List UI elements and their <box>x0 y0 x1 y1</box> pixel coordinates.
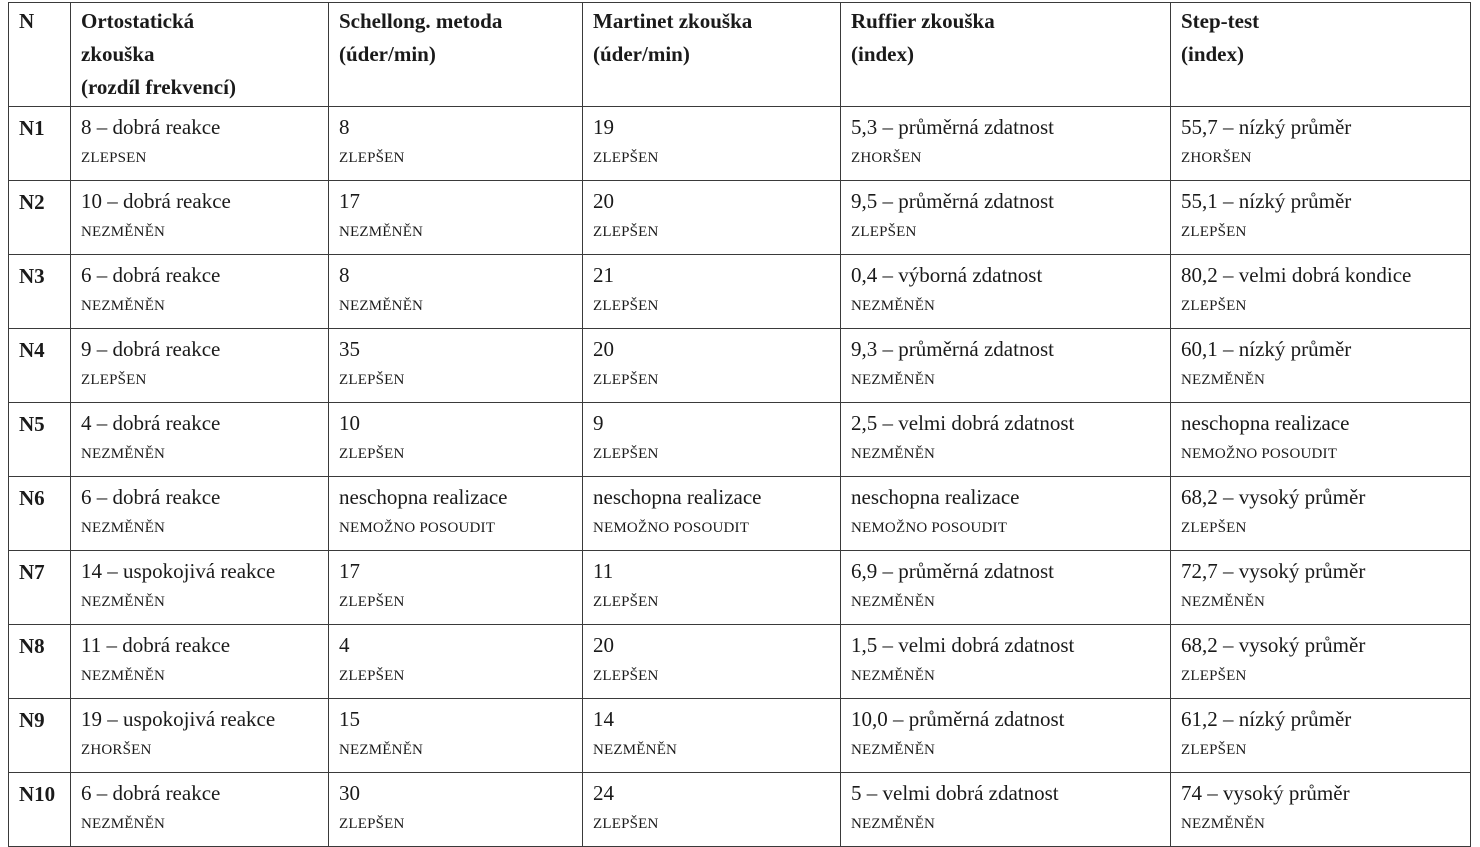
header-line: Schellong. metoda <box>339 9 503 33</box>
header-row <box>9 3 1471 107</box>
result-status: ZLEPŠEN <box>593 150 659 166</box>
result-status: ZLEPŠEN <box>1181 742 1247 758</box>
result-status: ZLEPŠEN <box>593 668 659 684</box>
result-cell <box>329 181 583 255</box>
subject-id: N2 <box>9 181 71 255</box>
result-cell <box>329 477 583 551</box>
result-value: 8 <box>339 115 350 139</box>
result-value: 6 – dobrá reakce <box>81 485 221 509</box>
result-value: 11 <box>593 559 614 583</box>
result-cell <box>841 699 1171 773</box>
subject-id: N5 <box>9 403 71 477</box>
subject-id: N1 <box>9 107 71 181</box>
result-value: 80,2 – velmi dobrá kondice <box>1181 263 1412 287</box>
subject-id: N10 <box>9 773 71 847</box>
result-value: neschopna realizace <box>339 485 508 509</box>
result-status: NEZMĚNĚN <box>81 816 166 832</box>
result-value: 6 – dobrá reakce <box>81 263 221 287</box>
result-value: 1,5 – velmi dobrá zdatnost <box>851 633 1075 657</box>
result-status: NEZMĚNĚN <box>851 446 936 462</box>
result-cell <box>329 329 583 403</box>
result-cell <box>329 403 583 477</box>
result-status: NEZMĚNĚN <box>81 668 166 684</box>
result-value: 68,2 – vysoký průměr <box>1181 485 1366 509</box>
table-body <box>9 107 1471 847</box>
result-status: ZLEPŠEN <box>593 816 659 832</box>
result-value: 14 – uspokojivá reakce <box>81 559 276 583</box>
header-line: (úder/min) <box>593 42 690 66</box>
result-value: 9 <box>593 411 604 435</box>
result-value: 72,7 – vysoký průměr <box>1181 559 1366 583</box>
result-value: 2,5 – velmi dobrá zdatnost <box>851 411 1075 435</box>
result-cell <box>583 255 841 329</box>
result-cell <box>841 255 1171 329</box>
result-status: ZLEPŠEN <box>593 446 659 462</box>
result-cell <box>841 625 1171 699</box>
result-value: 61,2 – nízký průměr <box>1181 707 1352 731</box>
result-status: NEZMĚNĚN <box>81 594 166 610</box>
result-value: 19 <box>593 115 614 139</box>
result-status: NEZMĚNĚN <box>851 816 936 832</box>
header-line: (úder/min) <box>339 42 436 66</box>
table-row <box>9 477 1471 551</box>
result-value: 10,0 – průměrná zdatnost <box>851 707 1065 731</box>
header-line: Ruffier zkouška <box>851 9 995 33</box>
result-value: 6,9 – průměrná zdatnost <box>851 559 1054 583</box>
result-cell <box>329 625 583 699</box>
result-status: ZLEPŠEN <box>339 594 405 610</box>
result-status: NEZMĚNĚN <box>851 668 936 684</box>
table-row <box>9 181 1471 255</box>
header-line: Ortostatická <box>81 9 195 33</box>
result-cell <box>583 329 841 403</box>
result-status: ZLEPŠEN <box>1181 298 1247 314</box>
subject-id: N9 <box>9 699 71 773</box>
result-status: NEZMĚNĚN <box>593 742 678 758</box>
result-status: ZLEPŠEN <box>339 150 405 166</box>
table-row <box>9 551 1471 625</box>
result-status: ZHORŠEN <box>1181 150 1252 166</box>
result-cell <box>583 107 841 181</box>
result-status: NEZMĚNĚN <box>851 742 936 758</box>
result-cell <box>1171 107 1471 181</box>
results-table-container <box>8 2 1470 847</box>
result-status: ZLEPSEN <box>81 150 147 166</box>
header-step-test <box>1171 3 1471 107</box>
result-status: ZLEPŠEN <box>81 372 147 388</box>
result-value: 10 – dobrá reakce <box>81 189 231 213</box>
result-cell <box>71 773 329 847</box>
result-cell <box>71 255 329 329</box>
result-cell <box>1171 181 1471 255</box>
result-cell <box>583 181 841 255</box>
result-cell <box>583 625 841 699</box>
result-status: ZLEPŠEN <box>339 372 405 388</box>
result-status: NEZMĚNĚN <box>851 372 936 388</box>
result-value: 19 – uspokojivá reakce <box>81 707 276 731</box>
result-value: 9,3 – průměrná zdatnost <box>851 337 1054 361</box>
result-status: NEZMĚNĚN <box>339 224 424 240</box>
result-value: 4 <box>339 633 350 657</box>
result-status: NEMOŽNO POSOUDIT <box>593 520 750 536</box>
subject-id: N3 <box>9 255 71 329</box>
result-value: 6 – dobrá reakce <box>81 781 221 805</box>
subject-id: N8 <box>9 625 71 699</box>
header-line: zkouška <box>81 42 155 66</box>
result-cell <box>71 329 329 403</box>
header-martinet <box>583 3 841 107</box>
result-cell <box>71 551 329 625</box>
result-cell <box>1171 255 1471 329</box>
result-value: 24 <box>593 781 614 805</box>
result-status: NEMOŽNO POSOUDIT <box>1181 446 1338 462</box>
result-cell <box>1171 403 1471 477</box>
result-cell <box>329 107 583 181</box>
result-cell <box>841 551 1171 625</box>
result-cell <box>71 107 329 181</box>
result-status: ZLEPŠEN <box>593 594 659 610</box>
result-value: 20 <box>593 189 614 213</box>
result-status: NEZMĚNĚN <box>1181 816 1266 832</box>
header-line: Step-test <box>1181 9 1260 33</box>
result-value: 11 – dobrá reakce <box>81 633 231 657</box>
result-cell <box>841 329 1171 403</box>
result-value: 21 <box>593 263 614 287</box>
result-value: 20 <box>593 337 614 361</box>
result-cell <box>71 181 329 255</box>
result-status: NEZMĚNĚN <box>851 298 936 314</box>
result-status: ZLEPŠEN <box>593 224 659 240</box>
result-cell <box>841 477 1171 551</box>
header-line: N <box>19 9 35 33</box>
header-line: Martinet zkouška <box>593 9 753 33</box>
result-cell <box>1171 773 1471 847</box>
result-status: ZLEPŠEN <box>339 816 405 832</box>
result-value: 8 – dobrá reakce <box>81 115 221 139</box>
result-status: ZLEPŠEN <box>1181 668 1247 684</box>
result-value: neschopna realizace <box>593 485 762 509</box>
result-value: 15 <box>339 707 360 731</box>
result-status: ZLEPŠEN <box>339 668 405 684</box>
result-status: NEZMĚNĚN <box>81 520 166 536</box>
header-line: (rozdíl frekvencí) <box>81 75 236 99</box>
result-value: 20 <box>593 633 614 657</box>
result-value: 55,7 – nízký průměr <box>1181 115 1352 139</box>
result-value: 9,5 – průměrná zdatnost <box>851 189 1054 213</box>
result-status: ZLEPŠEN <box>593 298 659 314</box>
header-line: (index) <box>1181 42 1244 66</box>
result-value: 14 <box>593 707 614 731</box>
result-cell <box>583 773 841 847</box>
result-status: NEMOŽNO POSOUDIT <box>851 520 1008 536</box>
result-cell <box>329 255 583 329</box>
header-ruffier <box>841 3 1171 107</box>
result-value: 5,3 – průměrná zdatnost <box>851 115 1054 139</box>
result-cell <box>583 477 841 551</box>
header-ortostaticka <box>71 3 329 107</box>
result-value: 68,2 – vysoký průměr <box>1181 633 1366 657</box>
table-row <box>9 625 1471 699</box>
result-status: ZLEPŠEN <box>1181 224 1247 240</box>
result-cell <box>329 773 583 847</box>
result-status: NEZMĚNĚN <box>851 594 936 610</box>
result-status: NEZMĚNĚN <box>339 298 424 314</box>
table-row <box>9 403 1471 477</box>
result-value: 17 <box>339 189 360 213</box>
results-table <box>8 2 1471 847</box>
result-status: ZHORŠEN <box>851 150 922 166</box>
result-status: NEZMĚNĚN <box>1181 372 1266 388</box>
result-cell <box>1171 625 1471 699</box>
result-status: ZLEPŠEN <box>339 446 405 462</box>
result-cell <box>1171 551 1471 625</box>
result-status: NEZMĚNĚN <box>339 742 424 758</box>
result-value: 0,4 – výborná zdatnost <box>851 263 1043 287</box>
result-cell <box>841 403 1171 477</box>
result-value: 8 <box>339 263 350 287</box>
result-cell <box>71 403 329 477</box>
result-value: 17 <box>339 559 360 583</box>
result-value: neschopna realizace <box>851 485 1020 509</box>
result-value: 55,1 – nízký průměr <box>1181 189 1352 213</box>
header-n <box>9 3 71 107</box>
result-status: ZLEPŠEN <box>593 372 659 388</box>
result-status: NEZMĚNĚN <box>81 446 166 462</box>
result-status: ZHORŠEN <box>81 742 152 758</box>
result-cell <box>1171 699 1471 773</box>
table-row <box>9 107 1471 181</box>
result-value: neschopna realizace <box>1181 411 1350 435</box>
result-value: 4 – dobrá reakce <box>81 411 221 435</box>
result-value: 9 – dobrá reakce <box>81 337 221 361</box>
result-cell <box>1171 477 1471 551</box>
result-cell <box>583 699 841 773</box>
result-status: NEZMĚNĚN <box>81 224 166 240</box>
result-cell <box>329 551 583 625</box>
result-value: 10 <box>339 411 360 435</box>
result-cell <box>71 625 329 699</box>
result-status: ZLEPŠEN <box>1181 520 1247 536</box>
result-cell <box>71 477 329 551</box>
result-cell <box>841 181 1171 255</box>
subject-id: N4 <box>9 329 71 403</box>
result-value: 5 – velmi dobrá zdatnost <box>851 781 1059 805</box>
result-cell <box>583 551 841 625</box>
table-row <box>9 329 1471 403</box>
table-row <box>9 699 1471 773</box>
result-cell <box>329 699 583 773</box>
result-cell <box>841 773 1171 847</box>
result-status: NEZMĚNĚN <box>1181 594 1266 610</box>
header-schellong <box>329 3 583 107</box>
header-line: (index) <box>851 42 914 66</box>
subject-id: N6 <box>9 477 71 551</box>
result-status: ZLEPŠEN <box>851 224 917 240</box>
result-value: 60,1 – nízký průměr <box>1181 337 1352 361</box>
result-value: 30 <box>339 781 360 805</box>
result-cell <box>1171 329 1471 403</box>
result-cell <box>71 699 329 773</box>
result-status: NEZMĚNĚN <box>81 298 166 314</box>
result-cell <box>583 403 841 477</box>
subject-id: N7 <box>9 551 71 625</box>
table-row <box>9 773 1471 847</box>
table-row <box>9 255 1471 329</box>
result-status: NEMOŽNO POSOUDIT <box>339 520 496 536</box>
result-value: 74 – vysoký průměr <box>1181 781 1350 805</box>
result-value: 35 <box>339 337 360 361</box>
result-cell <box>841 107 1171 181</box>
